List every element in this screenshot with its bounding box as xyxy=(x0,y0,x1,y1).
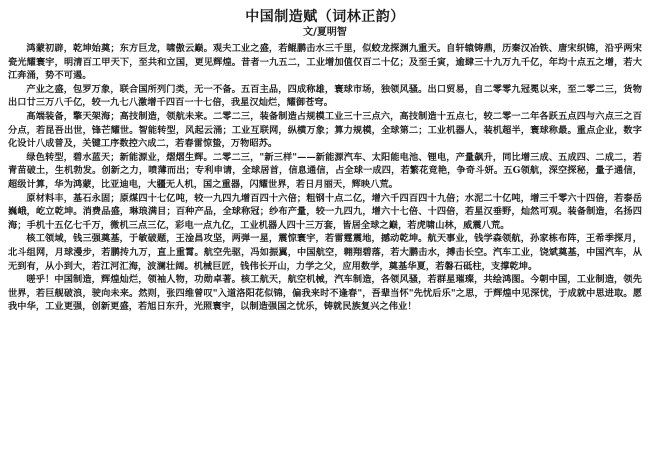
paragraph: 鸿蒙初辟，乾坤始奠；东方巨龙，啸傲云巅。观夫工业之盛，若鲲鹏击水三千里，似蛟龙探渊九重天。自轩辕铸鼎，历秦汉冶铁、唐宋织锦，沿乎两宋瓷光耀寰宇，明清百工甲天下，至共和立国，更见辉煌。昔者一九五二，工业增加值仅百二十亿；及至壬寅，逾肆三十九万九千亿，年均十点五之增，若大江奔涌，势不可遏。 xyxy=(8,43,642,82)
paragraph: 嗟乎！中国制造，辉煌灿烂，领袖人物，功勋卓著。核工航天，航空机械，汽车制造，各领风骚，若群星璀璨，共绘鸿图。今朝中国，工业制造，领先世界，若巨舰破浪，驶向未来。然则，张四维曾叹"入道洛阳花似锦，偏我来时不逢春"，吾辈当怀"先忧后乐"之思，于辉煌中见深忧，于成就中思进取。愿我中华，工业更强，创新更盛，若旭日东升，光照寰宇，以制造强国之忧乐，铸就民族复兴之伟业！ xyxy=(8,274,642,313)
paragraph: 绿色转型，碧水蓝天；新能源业，熠熠生辉。二零二三，"新三样"——新能源汽车、太阳能电池、锂电，产量飙升，同比增三成、五成四、二成二，若青苗破土，生机勃发。创新之力，喷薄而出；专利申请，全球居首，信息通信，占全球一成四，若繁花竞艳，争奇斗妍。五G领航，深空探秘，量子通信，超级计算，华为鸿蒙，比亚迪电，大疆无人机，国之重器，闪耀世界，若日月丽天，辉映八荒。 xyxy=(8,151,642,190)
paragraph: 高端装备，擎天架海；高技制造，领航未来。二零二三，装备制造占规模工业三十三点六，高技制造十五点七，较二零一二年各跃五点四与六点三之百分点，若昆吾出世，锋芒耀世。智能转型，风起云涌；工业互联网，纵横万象；算力规模，全球第二；工业机器人，装机超半，寰球称最。重点企业，数字化设计八成普及，关键工序数控六成二，若春雷惊蛰，万物昭苏。 xyxy=(8,110,642,150)
document-body xyxy=(8,42,642,314)
paragraph: 原材料丰，基石永固；原煤四十七亿吨，较一九四九增百四十六倍；粗钢十点二亿，增六千四百四十九倍；水泥二十亿吨，增三千零六十四倍，若泰岳巍峨，屹立乾坤。消费品盛，琳琅满目；百种产品，全球称冠；纱布产量，较一九四九，增六十七倍、十四倍，若星汉垂野，灿然可观。装备制造，名扬四海；手机十五亿七千万，微机三点三亿，彩电一点九亿，工业机器人四十三万套，皆居全球之巅，若虎啸山林，威震八荒。 xyxy=(8,192,642,231)
paragraph: 产业之盛，包罗万象，联合国所列门类，无一不备。五百主品，四成称雄，寰球市场，独领风骚。出口贸易，自二零零九冠冕以来，至二零二三，货物出口廿三万八千亿，较一九七八激增千四百一十七倍，我星汉灿烂，耀御苍穹。 xyxy=(8,83,642,109)
document-title: 中国制造赋（词林正韵） xyxy=(245,9,405,25)
paragraph: 核工领域，钱三强奠基，于敏破题，王淦昌攻坚，两弹一星，震惊寰宇，若雷霆震地，撼动乾坤。航天事业，钱学森领航，孙家栋布阵，王希季探月，北斗组网，月球漫步，若鹏抟九万，直上重霄。航空先驱，冯如振翼，中国航空，翱翔碧落，若大鹏击水，搏击长空。汽车工业，饶斌奠基，中国汽车，从无到有，从小到大，若江河汇海，波澜壮阔。机械巨匠，钱伟长开山，力学之父，应用数学，奠基华夏，若磐石砥柱，支撑乾坤。 xyxy=(8,233,642,272)
document-author: 文/夏明智 xyxy=(303,27,347,38)
